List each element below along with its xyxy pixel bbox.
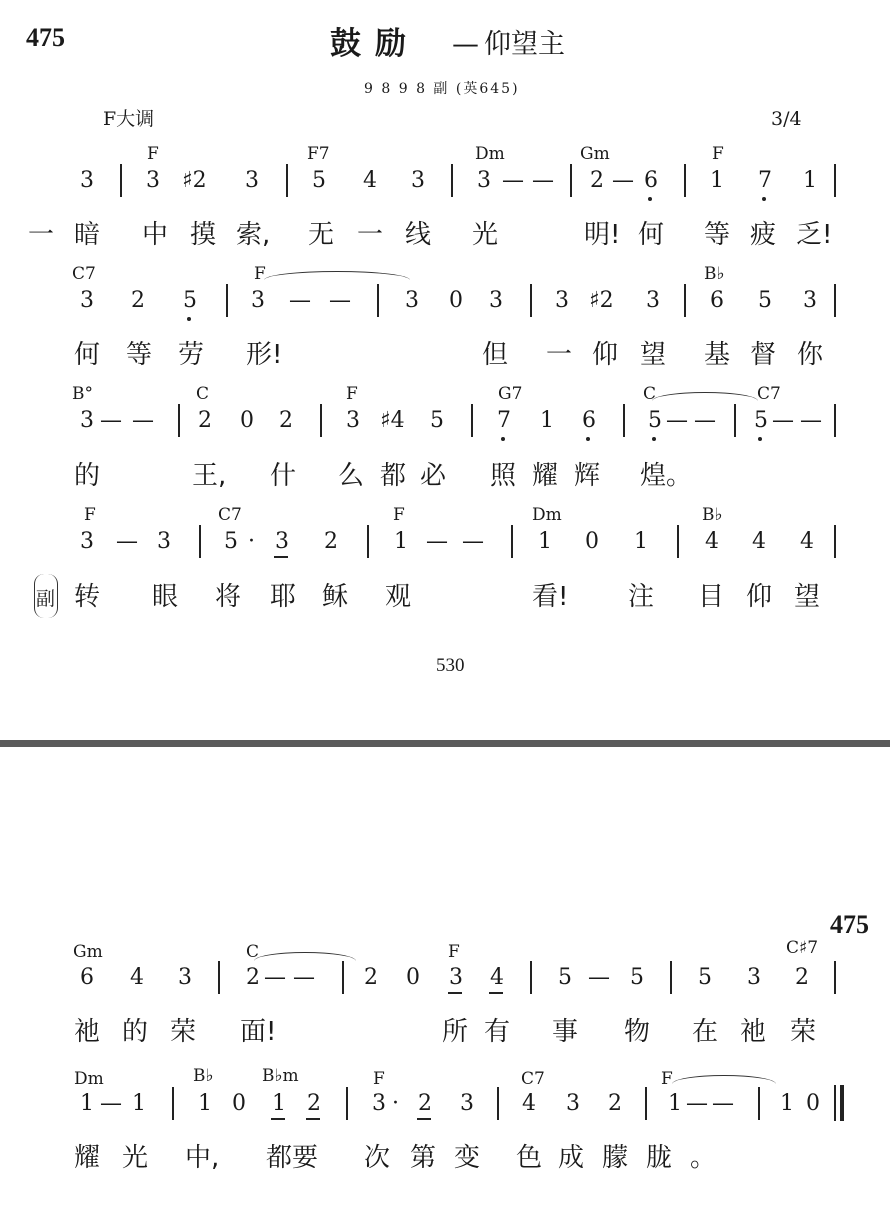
lyric: 目 — [698, 582, 725, 612]
bar-line — [178, 404, 180, 437]
lyric: 所 — [442, 1017, 469, 1047]
dash: — — [426, 529, 448, 554]
note: 3 — [477, 168, 491, 193]
lyric: 有 — [484, 1017, 511, 1047]
note: 4 — [752, 529, 766, 554]
lyric: 注 — [628, 582, 655, 612]
bar-line — [342, 961, 344, 994]
underline — [274, 556, 288, 558]
lyric: 王, — [192, 461, 227, 491]
bar-line — [623, 404, 625, 437]
bar-line — [677, 525, 679, 558]
chord: C — [246, 942, 260, 962]
key-signature: F大调 — [103, 108, 155, 130]
chord: Gm — [73, 942, 103, 962]
dash: — — [289, 288, 311, 313]
note: 3 — [372, 1091, 386, 1116]
hymn-number-repeat: 475 — [830, 910, 869, 939]
dash: — — [132, 408, 154, 433]
tie — [264, 271, 410, 280]
bar-line — [684, 284, 686, 317]
lyric: 煌。 — [640, 461, 693, 491]
chord: F — [448, 942, 460, 962]
lyric: 疲 — [750, 220, 777, 250]
dash: — — [694, 408, 716, 433]
lyric: 暗 — [74, 220, 101, 250]
chord: B♭ — [704, 264, 725, 284]
chord: B♭m — [262, 1066, 299, 1086]
lyric: 都 — [380, 461, 407, 491]
bar-line — [172, 1087, 174, 1120]
dash: — — [116, 529, 138, 554]
lyric: 辉 — [574, 461, 601, 491]
underline — [417, 1118, 431, 1120]
chord: C7 — [72, 264, 96, 284]
meter-info: 9 8 9 8 副 (英645) — [364, 81, 520, 97]
note: 3 — [80, 408, 94, 433]
underline — [306, 1118, 320, 1120]
lyric: 成 — [558, 1143, 585, 1173]
chord: F — [373, 1069, 385, 1089]
chord: F — [254, 264, 266, 284]
dot: · — [248, 529, 255, 554]
note: 2 — [246, 965, 260, 990]
lyric: 形! — [246, 340, 283, 370]
note: 4 — [130, 965, 144, 990]
chorus-marker — [34, 574, 58, 618]
note: 3 — [275, 529, 289, 554]
note: 2 — [198, 408, 212, 433]
lyric: 次 — [364, 1143, 391, 1173]
lyric: 。 — [690, 1143, 717, 1173]
time-signature: 3/4 — [771, 108, 802, 130]
note: 5 — [648, 408, 662, 433]
note: 1 — [80, 1091, 94, 1116]
bar-line — [834, 164, 836, 197]
dash: — — [588, 965, 610, 990]
note: 6 — [582, 408, 596, 433]
chorus-label: 副 — [36, 588, 56, 610]
lyric: 什 — [270, 461, 297, 491]
lyric: 观 — [385, 582, 412, 612]
page-divider — [0, 740, 890, 747]
note: 3 — [489, 288, 503, 313]
title-dash: — — [452, 29, 479, 60]
note: 4 — [522, 1091, 536, 1116]
note: 1 — [803, 168, 817, 193]
dash: — — [100, 408, 122, 433]
chord: Dm — [74, 1069, 104, 1089]
lyric: 光 — [122, 1143, 149, 1173]
note: 3 — [80, 168, 94, 193]
lyric: 祂 — [740, 1017, 767, 1047]
dash: — — [712, 1091, 734, 1116]
lyric: 仰 — [592, 340, 619, 370]
note: ♯2 — [589, 288, 614, 313]
note: 2 — [324, 529, 338, 554]
dash: — — [264, 965, 286, 990]
dash: — — [772, 408, 794, 433]
bar-line — [511, 525, 513, 558]
note: 6 — [80, 965, 94, 990]
lyric: 的 — [74, 461, 101, 491]
note: ♯2 — [182, 168, 207, 193]
lyric: 看! — [532, 582, 569, 612]
chord: C — [643, 384, 657, 404]
underline — [271, 1118, 285, 1120]
lyric: 基 — [704, 340, 731, 370]
note: 5 — [430, 408, 444, 433]
note: 3 — [157, 529, 171, 554]
lyric: 转 — [74, 582, 101, 612]
lyric: 荣 — [790, 1017, 817, 1047]
lyric: 稣 — [322, 582, 349, 612]
bar-line — [758, 1087, 760, 1120]
note: 0 — [240, 408, 254, 433]
note: 3 — [566, 1091, 580, 1116]
lyric: 照 — [490, 461, 517, 491]
bar-line — [120, 164, 122, 197]
note: 5 — [754, 408, 768, 433]
lyric: 都要 — [266, 1143, 319, 1173]
bar-line — [367, 525, 369, 558]
note: 5 — [558, 965, 572, 990]
lyric: 等 — [126, 340, 153, 370]
bar-line — [346, 1087, 348, 1120]
lyric: 何 — [638, 220, 665, 250]
note: 3 — [346, 408, 360, 433]
bar-line — [734, 404, 736, 437]
lyric: 一 — [546, 340, 573, 370]
note: 5 — [630, 965, 644, 990]
chord: F — [346, 384, 358, 404]
tie — [672, 1075, 776, 1084]
dash: — — [462, 529, 484, 554]
octave-dot — [648, 197, 652, 201]
lyric: 的 — [122, 1017, 149, 1047]
lyric: 事 — [552, 1017, 579, 1047]
lyric: 劳 — [178, 340, 205, 370]
note: 2 — [795, 965, 809, 990]
dash: — — [612, 168, 634, 193]
note: 7 — [758, 168, 772, 193]
note: 7 — [497, 408, 511, 433]
octave-dot — [501, 437, 505, 441]
lyric: 在 — [692, 1017, 719, 1047]
note: 0 — [232, 1091, 246, 1116]
dash: — — [666, 408, 688, 433]
chord: F — [393, 505, 405, 525]
lyric: 面! — [240, 1017, 277, 1047]
note: 5 — [224, 529, 238, 554]
lyric: 仰 — [746, 582, 773, 612]
bar-line — [218, 961, 220, 994]
octave-dot — [758, 437, 762, 441]
lyric: 等 — [704, 220, 731, 250]
dash: — — [502, 168, 524, 193]
lyric: 但 — [482, 340, 509, 370]
dash: — — [100, 1091, 122, 1116]
note: 1 — [538, 529, 552, 554]
octave-dot — [652, 437, 656, 441]
note: 3 — [449, 965, 463, 990]
note: 2 — [307, 1091, 321, 1116]
lyric: 荣 — [170, 1017, 197, 1047]
lyric: 耀 — [532, 461, 559, 491]
note: 6 — [644, 168, 658, 193]
lyric: 你 — [797, 340, 824, 370]
note: 1 — [668, 1091, 682, 1116]
note: 6 — [710, 288, 724, 313]
bar-line — [684, 164, 686, 197]
note: 3 — [555, 288, 569, 313]
bar-line — [834, 404, 836, 437]
note: 4 — [705, 529, 719, 554]
bar-line — [451, 164, 453, 197]
octave-dot — [762, 197, 766, 201]
lyric: 第 — [410, 1143, 437, 1173]
note: 3 — [251, 288, 265, 313]
lyric: 索, — [236, 220, 271, 250]
note: 3 — [411, 168, 425, 193]
bar-line — [834, 961, 836, 994]
lyric: 摸 — [190, 220, 217, 250]
dash: — — [686, 1091, 708, 1116]
note: 2 — [418, 1091, 432, 1116]
note: 5 — [183, 288, 197, 313]
note: 2 — [131, 288, 145, 313]
note: 2 — [590, 168, 604, 193]
lyric: 何 — [74, 340, 101, 370]
note: 1 — [540, 408, 554, 433]
note: 1 — [634, 529, 648, 554]
lyric: 耀 — [74, 1143, 101, 1173]
lyric: 无 — [308, 220, 335, 250]
chord: B♭ — [193, 1066, 214, 1086]
note: 3 — [460, 1091, 474, 1116]
lyric: 胧 — [646, 1143, 673, 1173]
lyric: 朦 — [602, 1143, 629, 1173]
chord: F — [712, 144, 724, 164]
tie — [652, 392, 758, 401]
bar-line — [286, 164, 288, 197]
note: 0 — [585, 529, 599, 554]
note: 3 — [178, 965, 192, 990]
note: 3 — [405, 288, 419, 313]
chord: F — [147, 144, 159, 164]
bar-line — [834, 284, 836, 317]
octave-dot — [586, 437, 590, 441]
lyric: 耶 — [270, 582, 297, 612]
chord: Dm — [475, 144, 505, 164]
note: 4 — [490, 965, 504, 990]
hymn-title: 鼓励 — [330, 26, 420, 62]
lyric: 变 — [454, 1143, 481, 1173]
bar-line — [199, 525, 201, 558]
tie — [254, 952, 356, 961]
note: 1 — [394, 529, 408, 554]
bar-line — [834, 525, 836, 558]
chord: B° — [72, 384, 93, 404]
note: 3 — [245, 168, 259, 193]
note: 5 — [758, 288, 772, 313]
note: 3 — [803, 288, 817, 313]
bar-line — [226, 284, 228, 317]
bar-line — [670, 961, 672, 994]
chord: Gm — [580, 144, 610, 164]
dash: — — [532, 168, 554, 193]
lyric: 中 — [142, 220, 169, 250]
note: 1 — [272, 1091, 286, 1116]
note: 0 — [449, 288, 463, 313]
lyric: 望 — [794, 582, 821, 612]
bar-line — [570, 164, 572, 197]
note: 4 — [800, 529, 814, 554]
lyric: 将 — [215, 582, 242, 612]
chord: F — [84, 505, 96, 525]
note: 1 — [198, 1091, 212, 1116]
lyric: 光 — [472, 220, 499, 250]
lyric: 明! — [584, 220, 621, 250]
chord: C7 — [757, 384, 781, 404]
chord: C7 — [218, 505, 242, 525]
chord: F — [661, 1069, 673, 1089]
bar-line — [530, 284, 532, 317]
dash: — — [293, 965, 315, 990]
note: 3 — [646, 288, 660, 313]
underline — [489, 992, 503, 994]
lyric: 乏! — [796, 220, 833, 250]
note: 2 — [608, 1091, 622, 1116]
page-number: 530 — [436, 655, 465, 676]
bar-line — [320, 404, 322, 437]
chord: F7 — [307, 144, 330, 164]
lyric: 线 — [405, 220, 432, 250]
dot: · — [392, 1091, 399, 1116]
lyric: 祂 — [74, 1017, 101, 1047]
lyric: 么 — [338, 461, 365, 491]
final-bar-thick — [840, 1085, 844, 1121]
lyric: 中, — [185, 1143, 220, 1173]
chord: C — [196, 384, 210, 404]
note: 0 — [806, 1091, 820, 1116]
bar-line — [530, 961, 532, 994]
lyric: 督 — [750, 340, 777, 370]
note: 5 — [312, 168, 326, 193]
bar-line — [377, 284, 379, 317]
note: ♯4 — [380, 408, 405, 433]
underline — [448, 992, 462, 994]
chord: B♭ — [702, 505, 723, 525]
note: 4 — [363, 168, 377, 193]
note: 3 — [146, 168, 160, 193]
chord: C♯7 — [786, 938, 819, 958]
note: 2 — [364, 965, 378, 990]
lyric: 物 — [624, 1017, 651, 1047]
lyric: 必 — [420, 461, 447, 491]
hymn-subtitle: 仰望主 — [484, 29, 565, 60]
dash: — — [329, 288, 351, 313]
final-bar-thin — [834, 1085, 836, 1121]
hymn-number: 475 — [26, 23, 65, 52]
bar-line — [645, 1087, 647, 1120]
lyric: 色 — [516, 1143, 543, 1173]
note: 1 — [132, 1091, 146, 1116]
note: 3 — [80, 288, 94, 313]
lyric: 一 — [357, 220, 384, 250]
note: 1 — [710, 168, 724, 193]
note: 3 — [747, 965, 761, 990]
chord: C7 — [521, 1069, 545, 1089]
note: 0 — [406, 965, 420, 990]
chord: G7 — [498, 384, 523, 404]
bar-line — [471, 404, 473, 437]
lyric: 望 — [640, 340, 667, 370]
lyric: 一 — [28, 220, 55, 250]
bar-line — [497, 1087, 499, 1120]
chord: Dm — [532, 505, 562, 525]
note: 5 — [698, 965, 712, 990]
octave-dot — [187, 317, 191, 321]
note: 2 — [279, 408, 293, 433]
note: 3 — [80, 529, 94, 554]
note: 1 — [780, 1091, 794, 1116]
lyric: 眼 — [152, 582, 179, 612]
dash: — — [800, 408, 822, 433]
